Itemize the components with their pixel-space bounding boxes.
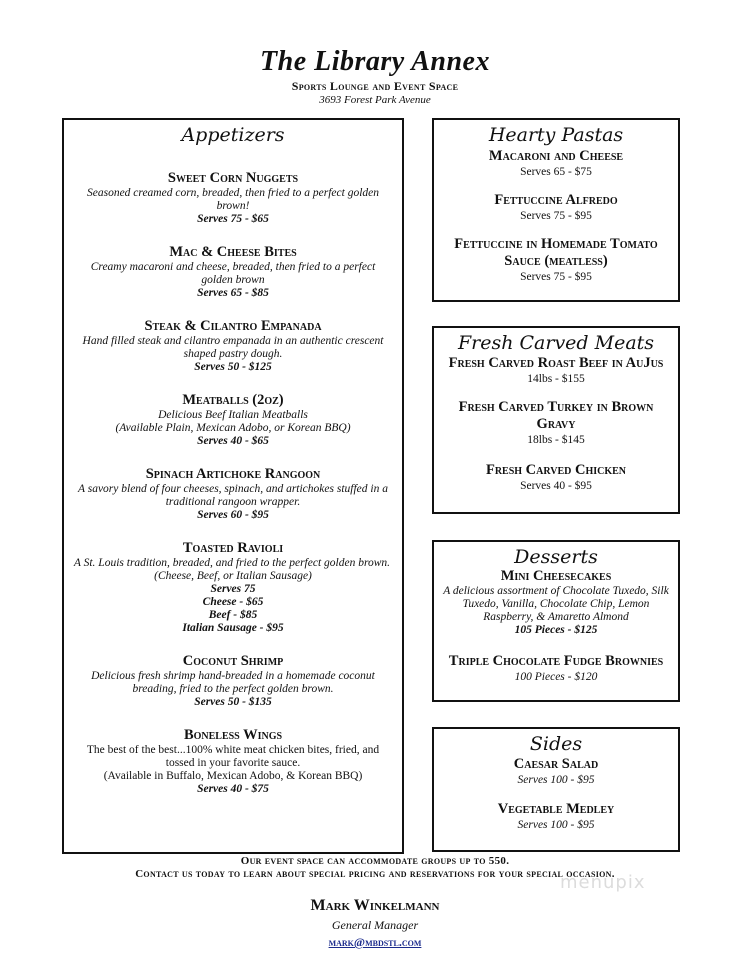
pastas-title: Hearty Pastas <box>488 124 624 146</box>
page-subtitle: Sports Lounge and Event Space <box>291 79 459 93</box>
item-price: Serves 65 - $85 <box>197 287 269 299</box>
item-price: Serves 40 - $65 <box>197 435 269 447</box>
watermark: menupix <box>560 872 646 893</box>
item-name: Spinach Artichoke Rangoon <box>145 466 321 482</box>
menu-item <box>64 318 402 374</box>
manager-name: Mark Winkelmann <box>310 897 440 914</box>
item-price: Serves 40 - $75 <box>197 783 269 795</box>
item-name: Vegetable Medley <box>497 801 615 817</box>
meats-title: Fresh Carved Meats <box>457 332 655 354</box>
item-name: Caesar Salad <box>513 756 599 772</box>
item-name: Sweet Corn Nuggets <box>167 170 299 186</box>
item-description: shaped pastry dough. <box>183 348 283 360</box>
item-name: Sauce (meatless) <box>504 253 608 269</box>
item-price: Serves 75 - $95 <box>520 210 592 222</box>
menu-item <box>64 653 402 709</box>
item-price: Serves 75 - $65 <box>197 213 269 225</box>
menu-item <box>434 653 678 684</box>
pastas-section <box>432 118 680 302</box>
address: 3693 Forest Park Avenue <box>319 94 431 106</box>
item-description: Tuxedo, Vanilla, Chocolate Chip, Lemon <box>462 598 650 610</box>
item-description: Delicious fresh shrimp hand-breaded in a homemade coconut <box>91 670 375 682</box>
item-name: Fettuccine in Homemade Tomato <box>454 236 658 252</box>
menu-item <box>64 244 402 300</box>
menu-item <box>434 148 678 179</box>
item-name: Triple Chocolate Fudge Brownies <box>448 653 664 669</box>
item-description: Creamy macaroni and cheese, breaded, then fried to a perfect <box>90 261 376 273</box>
item-price: Serves 60 - $95 <box>197 509 269 521</box>
item-name: Meatballs (2oz) <box>182 392 284 408</box>
menu-item <box>434 462 678 493</box>
menu-item <box>64 466 402 522</box>
item-name: Fresh Carved Chicken <box>485 462 627 478</box>
appetizers-section <box>62 118 404 854</box>
menu-item <box>434 355 678 386</box>
item-name: Macaroni and Cheese <box>488 148 624 164</box>
item-description: Raspberry, & Amaretto Almond <box>483 611 629 623</box>
menu-item <box>64 727 402 796</box>
footer-contact-note: Contact us today to learn about special pricing and reservations for your special occasion. <box>135 868 615 880</box>
item-name: Mac & Cheese Bites <box>169 244 297 260</box>
item-description: golden brown <box>201 274 265 286</box>
item-price: Serves 65 - $75 <box>520 166 592 178</box>
item-name: Boneless Wings <box>183 727 283 743</box>
item-description: (Available Plain, Mexican Adobo, or Korean BBQ) <box>115 422 351 434</box>
menu-item <box>64 392 402 448</box>
item-price: 100 Pieces - $120 <box>514 671 598 683</box>
item-price: Serves 100 - $95 <box>517 774 595 786</box>
item-description: A St. Louis tradition, breaded, and fried to the perfect golden brown. <box>73 557 391 569</box>
page-title: The Library Annex <box>260 46 490 77</box>
item-name: Fettuccine Alfredo <box>494 192 618 208</box>
item-name: Mini Cheesecakes <box>500 568 612 584</box>
item-description: Seasoned creamed corn, breaded, then fried to a perfect golden <box>86 187 379 199</box>
item-description: tossed in your favorite sauce. <box>165 757 301 769</box>
menu-item <box>64 540 402 635</box>
item-name: Toasted Ravioli <box>182 540 284 556</box>
menu-item <box>434 801 678 832</box>
appetizers-title: Appetizers <box>181 124 285 146</box>
menu-item <box>434 399 678 447</box>
item-name: Steak & Cilantro Empanada <box>144 318 322 334</box>
item-price: Serves 75 <box>210 583 256 595</box>
item-price: Italian Sausage - $95 <box>182 622 284 634</box>
item-price: 105 Pieces - $125 <box>514 624 598 636</box>
item-price: Serves 100 - $95 <box>517 819 595 831</box>
item-description: brown! <box>216 200 250 212</box>
email-link[interactable]: mark@mbdstl.com <box>328 935 422 949</box>
item-description: A delicious assortment of Chocolate Tuxedo, Silk <box>443 585 669 597</box>
menu-item <box>64 170 402 226</box>
menu-item <box>434 236 678 284</box>
menu-item <box>434 568 678 637</box>
item-price: Beef - $85 <box>208 609 258 621</box>
footer-capacity-note: Our event space can accommodate groups up to 550. <box>240 855 510 867</box>
item-description: (Cheese, Beef, or Italian Sausage) <box>154 570 312 582</box>
item-name: Fresh Carved Roast Beef in AuJus <box>448 355 664 371</box>
item-description: The best of the best...100% white meat chicken bites, fried, and <box>86 744 380 756</box>
item-price: Cheese - $65 <box>202 596 264 608</box>
item-price: Serves 50 - $125 <box>194 361 272 373</box>
item-name: Coconut Shrimp <box>182 653 284 669</box>
item-name: Gravy <box>536 416 576 432</box>
item-name: Fresh Carved Turkey in Brown <box>458 399 654 415</box>
item-description: traditional rangoon wrapper. <box>165 496 301 508</box>
sides-title: Sides <box>529 733 583 755</box>
menu-item <box>434 756 678 787</box>
item-description: (Available in Buffalo, Mexican Adobo, & Korean BBQ) <box>103 770 363 782</box>
item-price: 18lbs - $145 <box>527 434 585 446</box>
desserts-title: Desserts <box>514 546 598 568</box>
item-description: A savory blend of four cheeses, spinach, and artichokes stuffed in a <box>78 483 388 495</box>
item-price: Serves 75 - $95 <box>520 271 592 283</box>
item-price: Serves 40 - $95 <box>520 480 592 492</box>
meats-section <box>432 326 680 514</box>
item-description: breading, fried to the perfect golden brown. <box>132 683 334 695</box>
item-price: Serves 50 - $135 <box>194 696 272 708</box>
item-price: 14lbs - $155 <box>527 373 585 385</box>
manager-title: General Manager <box>331 918 419 932</box>
menu-item <box>434 192 678 223</box>
item-description: Hand filled steak and cilantro empanada in an authentic crescent <box>82 335 384 347</box>
item-description: Delicious Beef Italian Meatballs <box>158 409 308 421</box>
desserts-section <box>432 540 680 702</box>
sides-section <box>432 727 680 852</box>
